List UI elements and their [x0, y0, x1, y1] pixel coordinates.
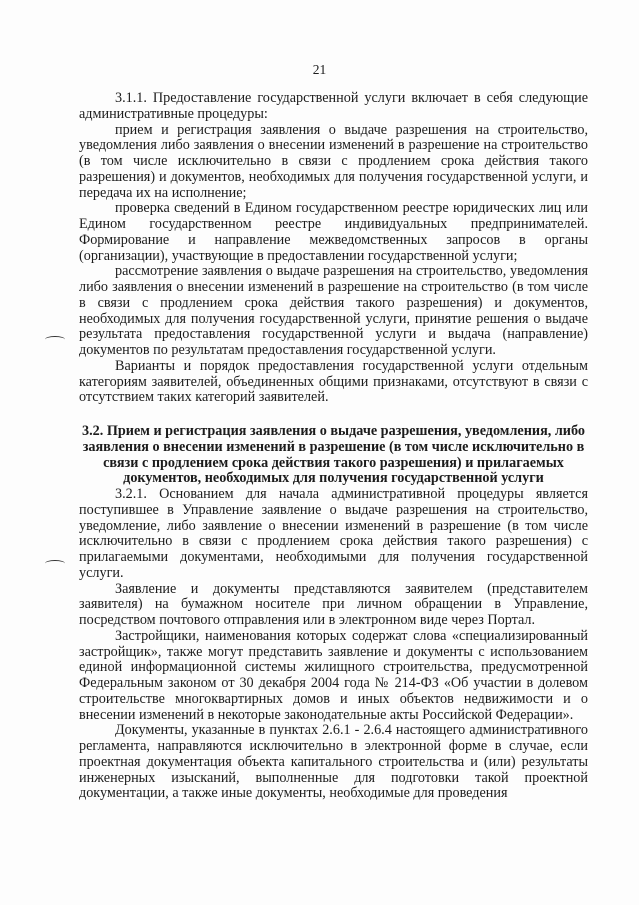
paragraph-developers: Застройщики, наименования которых содержат слова «специализированный застройщик», также могут представить заявление и документы с использованием единой информационной системы жилищного строительства, предусмотренной Федеральным законом от 30 декабря 2004 года № 214-ФЗ «Об участии в долевом строительстве многоквартирных домов и иных объектов недвижимости и о внесении изменений в некоторые законодательные акты Российской Федерации». [79, 627, 588, 723]
paragraph-reception: прием и регистрация заявления о выдаче разрешения на строительство, уведомления либо заявления о внесении изменений в разрешение на строительство (в том числе исключительно в связи с продлением срока действия такого разрешения) и документов, необходимых для получения государственной услуги, и передача их на исполнение; [79, 121, 588, 201]
section-heading-3-2: 3.2. Прием и регистрация заявления о выдаче разрешения, уведомления, либо заявления о внесении изменений в разрешение (в том числе исключительно в связи с продлением срока действия такого разрешения) и прилагаемых документов, необходимых для получения государственной услуги [82, 423, 585, 487]
scan-mark-1 [45, 336, 65, 343]
paragraph-variants: Варианты и порядок предоставления государственной услуги отдельным категориям заявителей, объединенных общими признаками, отсутствуют в связи с отсутствием таких категорий заявителей. [79, 357, 588, 406]
paragraph-documents: Документы, указанные в пунктах 2.6.1 - 2.6.4 настоящего административного регламента, направляются исключительно в электронной форме в случае, если проектная документация объекта капитального строительства и (или) результаты инженерных изысканий, выполненные для подготовки такой проектной документации, а также иные документы, необходимые для проведения [79, 722, 588, 802]
page-number: 21 [312, 62, 327, 77]
scan-mark-2 [45, 560, 65, 567]
paragraph-review: рассмотрение заявления о выдаче разрешения на строительство, уведомления либо заявления о внесении изменений в разрешение на строительство (в том числе в связи с продлением срока действия такого разрешения) и документов, необходимых для получения государственной услуги, принятие решения о выдаче результата предоставления государственной услуги и выдача (направление) документов по результатам предоставления государственной услуги. [79, 263, 588, 358]
paragraph-verification: проверка сведений в Едином государственном реестре юридических лиц или Едином государственном реестре индивидуальных предпринимателей. Формирование и направление межведомственных запросов в органы (организации), участвующие в предоставлении государственной услуги; [79, 200, 588, 264]
paragraph-submission: Заявление и документы представляются заявителем (представителем заявителя) на бумажном носителе при личном обращении в Управление, посредством почтового отправления или в электронном виде через Портал. [79, 580, 588, 628]
paragraph-3-2-1: 3.2.1. Основанием для начала административной процедуры является поступившее в Управление заявление о выдаче разрешения на строительство, уведомление, либо заявление о внесении изменений в разрешение (в том числе исключительно в связи с продлением срока действия такого разрешения) с прилагаемыми документами, необходимыми для получения государственной услуги. [79, 486, 588, 581]
paragraph-3-1-1: 3.1.1. Предоставление государственной услуги включает в себя следующие административные процедуры: [79, 90, 588, 122]
document-body [79, 91, 588, 802]
